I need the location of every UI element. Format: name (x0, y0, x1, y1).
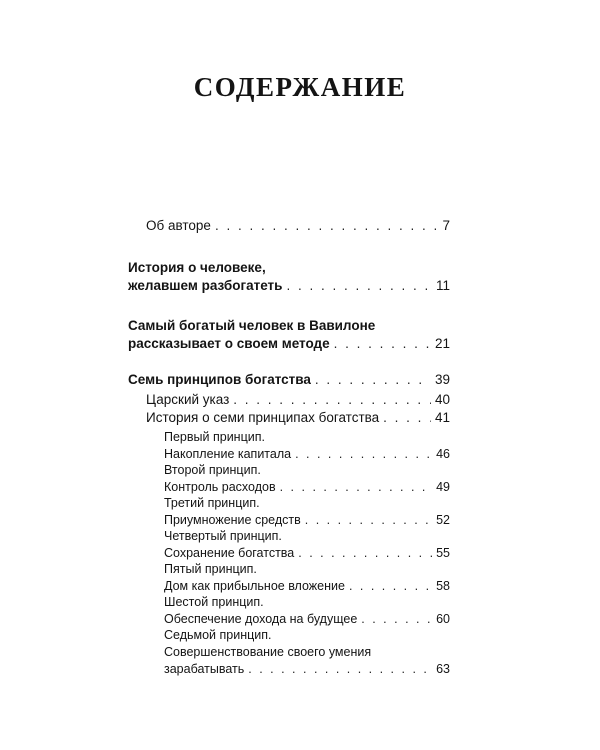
toc-page-number: 55 (436, 546, 450, 560)
toc-entry-principle-5[interactable] (164, 562, 450, 593)
dot-leader (233, 392, 431, 407)
dot-leader (383, 410, 431, 425)
toc-entry-title: История о семи принципах богатства (146, 410, 380, 425)
toc-entry-title: рассказывает о своем методе (128, 336, 330, 351)
dot-leader (349, 579, 432, 593)
toc-entry-story-man[interactable] (128, 260, 450, 293)
toc-entry-title: Первый принцип. (164, 430, 265, 444)
toc-page-number: 46 (436, 447, 450, 461)
dot-leader (215, 218, 439, 233)
dot-leader (305, 513, 432, 527)
toc-page-number: 49 (436, 480, 450, 494)
toc-entry-title: Пятый принцип. (164, 562, 257, 576)
toc-page-number: 63 (436, 662, 450, 676)
toc-entry-title: Третий принцип. (164, 496, 260, 510)
toc-entry-principle-6[interactable] (164, 595, 450, 626)
toc-entry-title: желавшем разбогатеть (128, 278, 283, 293)
toc-entry-richest-man[interactable] (128, 318, 450, 351)
toc-page-number: 7 (442, 218, 450, 233)
toc-entry-title: Накопление капитала (164, 447, 292, 461)
dot-leader (248, 662, 432, 676)
toc-entry-title: Приумножение средств (164, 513, 301, 527)
toc-page-number: 52 (436, 513, 450, 527)
toc-page-number: 11 (435, 278, 450, 293)
toc-page-number: 40 (434, 392, 450, 407)
toc-page-number: 60 (436, 612, 450, 626)
toc-page-number: 39 (434, 372, 450, 387)
toc-entry-title: Седьмой принцип. (164, 628, 272, 642)
toc-entry-principle-3[interactable] (164, 496, 450, 527)
toc-entry-title: Об авторе (146, 218, 211, 233)
toc-entry-title: Обеспечение дохода на будущее (164, 612, 358, 626)
toc-entry-author[interactable] (146, 218, 450, 233)
dot-leader (361, 612, 432, 626)
toc-entry-title: Самый богатый человек в Вавилоне (128, 318, 376, 333)
toc-entry-title: зарабатывать (164, 662, 245, 676)
toc-entry-title: Контроль расходов (164, 480, 276, 494)
toc-entry-story-seven[interactable] (146, 410, 450, 425)
toc-entry-royal-decree[interactable] (146, 392, 450, 407)
toc-entry-seven-principles[interactable] (128, 372, 450, 387)
dot-leader (286, 278, 432, 293)
dot-leader (298, 546, 432, 560)
toc-entry-title: Дом как прибыльное вложение (164, 579, 345, 593)
toc-entry-title: Совершенствование своего умения (164, 645, 372, 659)
dot-leader (295, 447, 432, 461)
toc-entry-title: Сохранение богатства (164, 546, 295, 560)
dot-leader (315, 372, 431, 387)
toc-entry-title: История о человеке, (128, 260, 266, 275)
toc-entry-title: Четвертый принцип. (164, 529, 282, 543)
toc-entry-principle-4[interactable] (164, 529, 450, 560)
dot-leader (280, 480, 432, 494)
toc-page-number: 58 (436, 579, 450, 593)
toc-entry-title: Второй принцип. (164, 463, 261, 477)
toc-entry-principle-1[interactable] (164, 430, 450, 461)
toc-entry-title: Царский указ (146, 392, 230, 407)
toc-page-number: 21 (434, 336, 450, 351)
toc-entry-principle-7[interactable] (164, 628, 450, 676)
toc-entry-title: Семь принципов богатства (128, 372, 311, 387)
dot-leader (334, 336, 431, 351)
page-title: СОДЕРЖАНИЕ (193, 72, 407, 102)
toc-entry-principle-2[interactable] (164, 463, 450, 494)
toc-page-number: 41 (434, 410, 450, 425)
toc-entry-title: Шестой принцип. (164, 595, 264, 609)
